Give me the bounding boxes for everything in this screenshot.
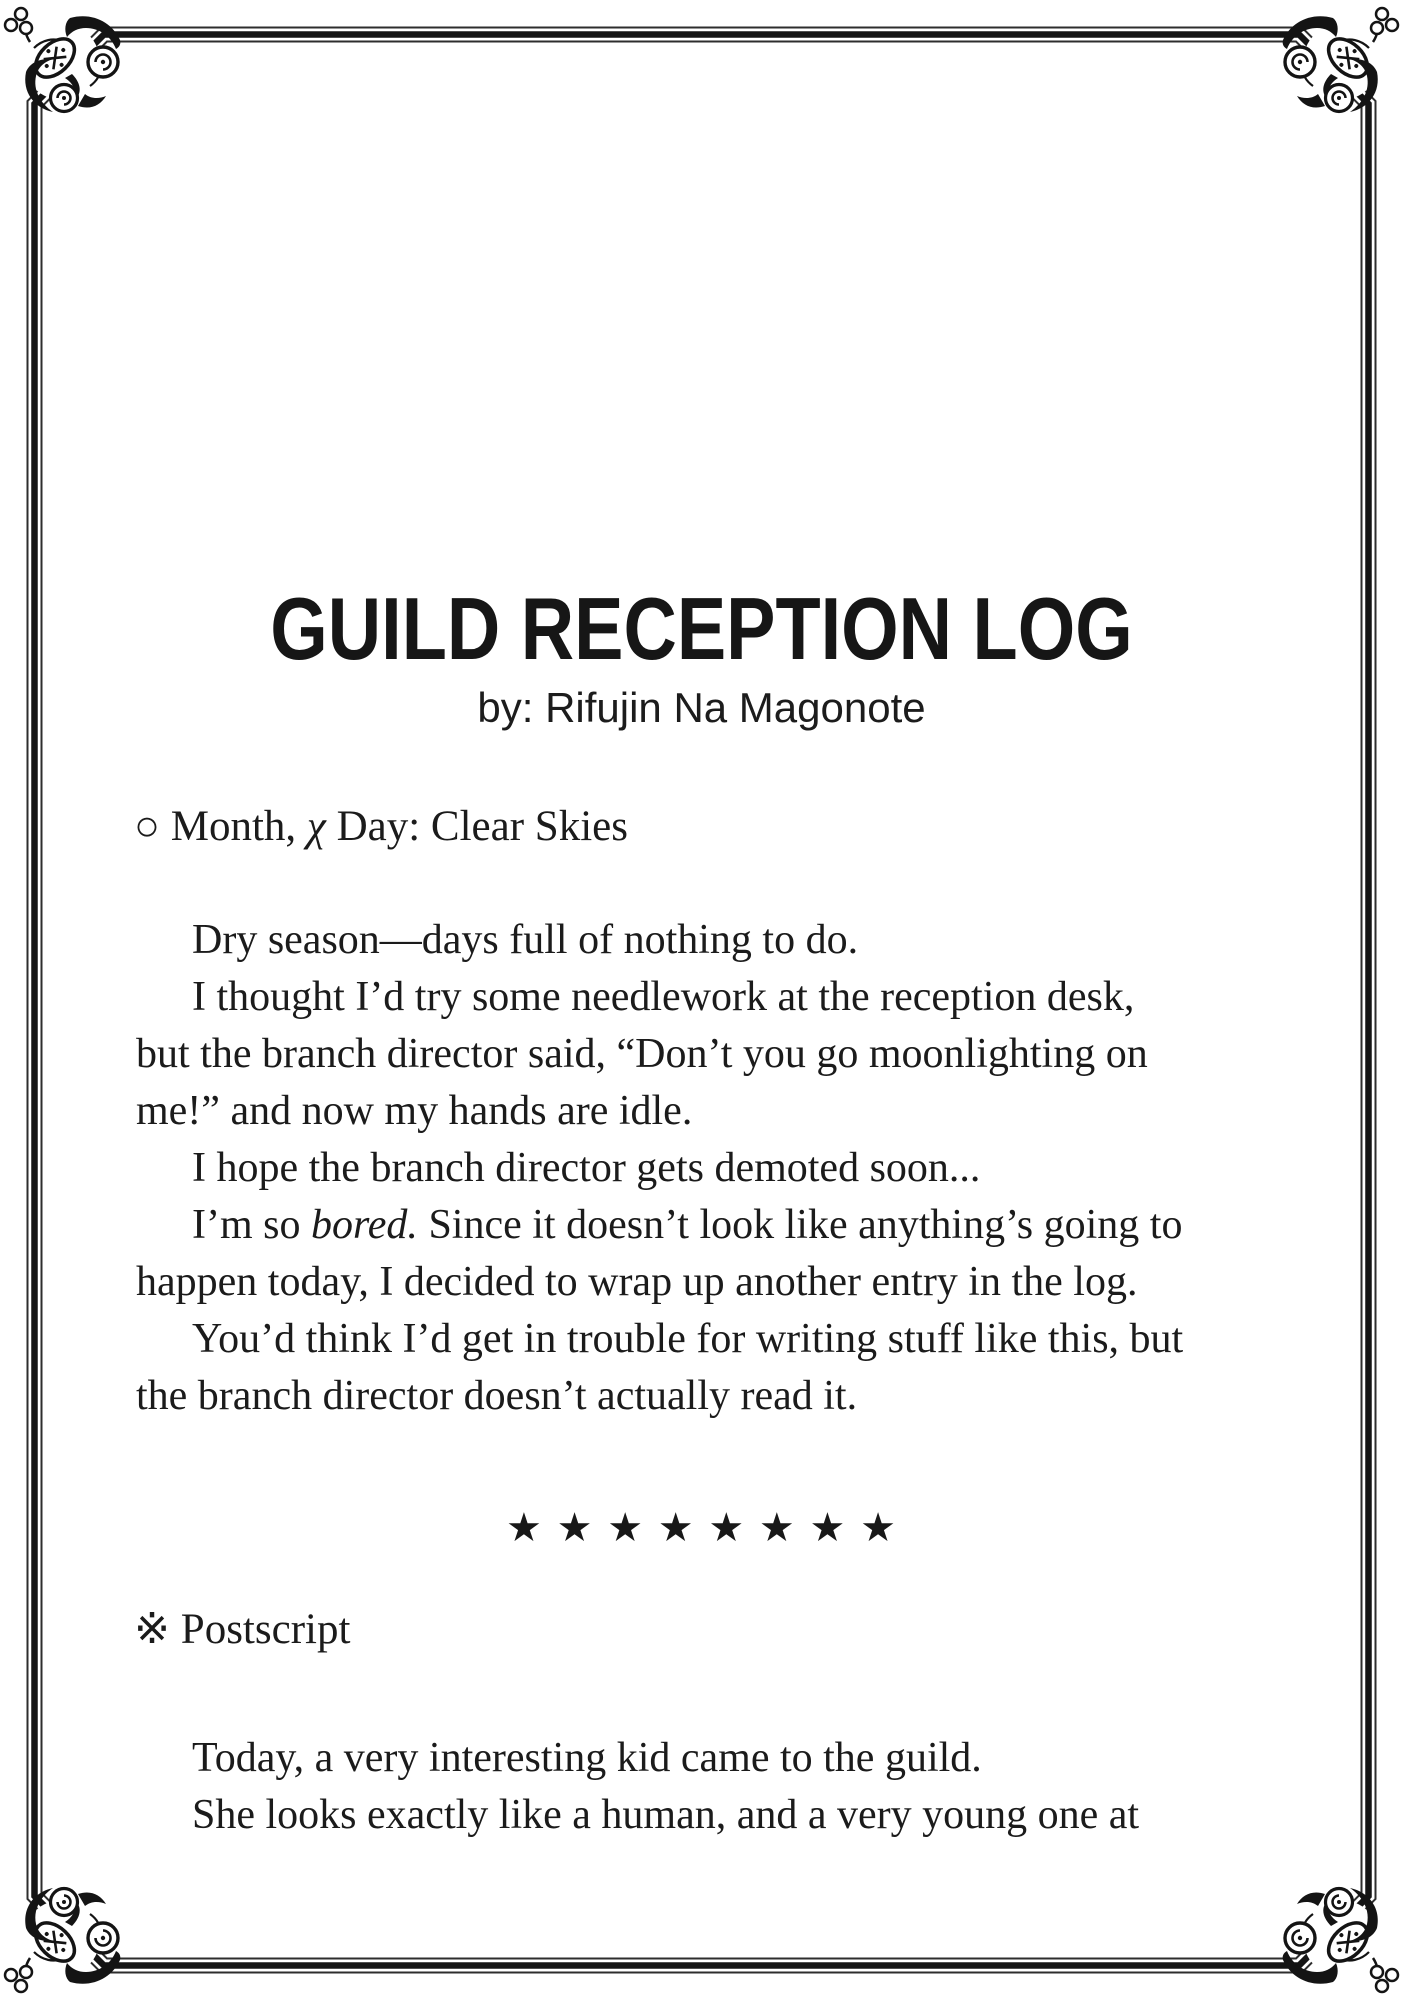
body-line: me!” and now my hands are idle. — [136, 1088, 693, 1134]
clear-weather-circle-symbol: ○ Month, — [134, 803, 307, 850]
body-line: I hope the branch director gets demoted soon... — [192, 1145, 981, 1191]
body-line: I thought I’d try some needlework at the reception desk, — [192, 974, 1135, 1020]
postscript-body — [136, 1730, 1139, 1844]
star-divider: ★ ★ ★ ★ ★ ★ ★ ★ — [506, 1505, 897, 1551]
body-line: Dry season—days full of nothing to do. — [192, 917, 859, 963]
body-line: happen today, I decided to wrap up another entry in the log. — [136, 1259, 1138, 1305]
byline: by: Rifujin Na Magonote — [477, 684, 926, 731]
body-line-segment: Since it doesn’t look like anything’s going to — [417, 1202, 1183, 1248]
corner-ornament-bottom-left — [5, 1888, 120, 1992]
entry-heading-text: Day: Clear Skies — [325, 803, 628, 850]
body-line — [136, 1197, 1183, 1254]
body-line: the branch director doesn’t actually read it. — [136, 1373, 858, 1419]
corner-ornament-top-left — [5, 8, 120, 112]
emphasized-word: bored. — [311, 1202, 418, 1248]
corner-ornament-bottom-right — [1283, 1888, 1398, 1992]
postscript-line: She looks exactly like a human, and a very young one at — [192, 1792, 1140, 1838]
postscript-heading: ※ Postscript — [134, 1606, 351, 1653]
body-line-segment: I’m so — [192, 1202, 311, 1248]
postscript-line: Today, a very interesting kid came to the guild. — [192, 1735, 982, 1781]
page-title: GUILD RECEPTION LOG — [270, 579, 1133, 678]
corner-ornament-top-right — [1283, 8, 1398, 112]
body-line: You’d think I’d get in trouble for writing stuff like this, but — [192, 1316, 1184, 1362]
chi-day-symbol: χ — [306, 803, 326, 850]
entry-date-heading — [134, 802, 628, 852]
journal-entry-body — [136, 912, 1183, 1425]
body-line: but the branch director said, “Don’t you go moonlighting on — [136, 1031, 1148, 1077]
